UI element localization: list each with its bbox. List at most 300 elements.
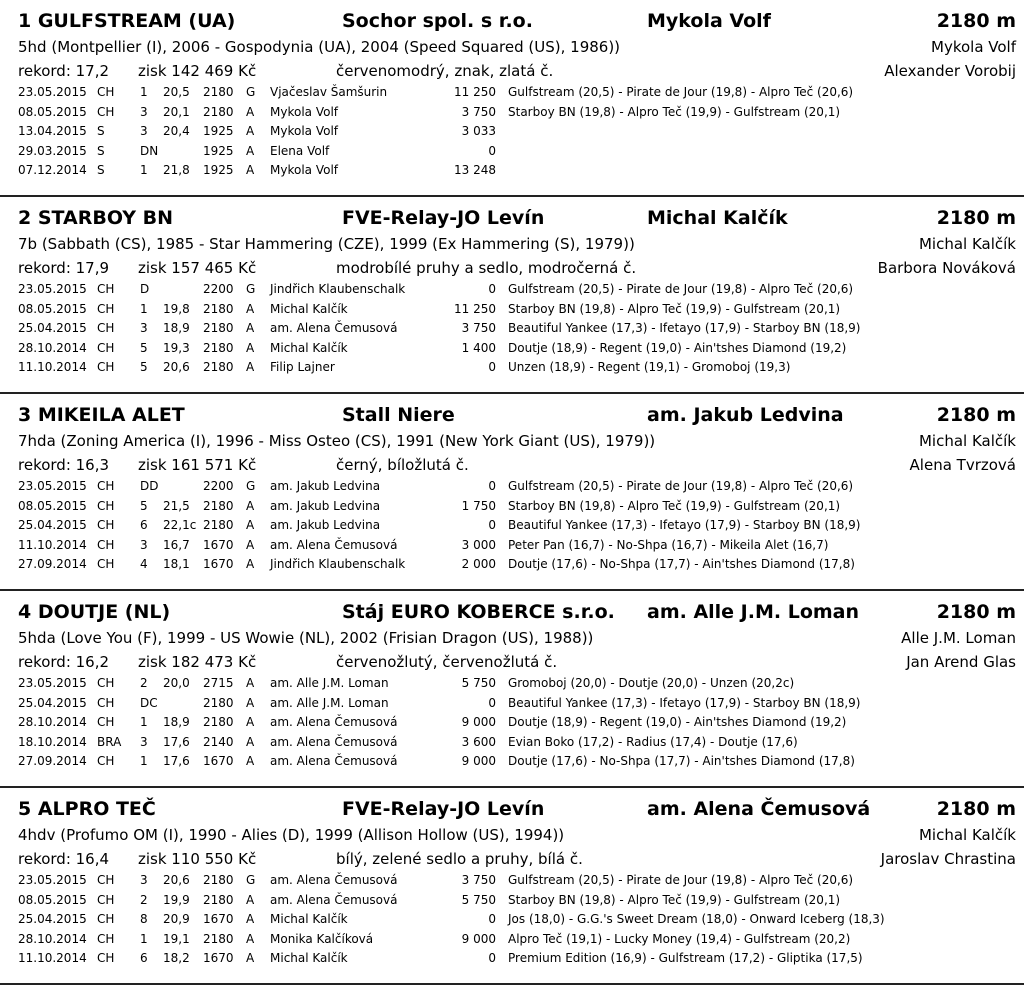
race-dist: 1670 bbox=[203, 912, 234, 926]
race-earn: 3 750 bbox=[461, 321, 496, 335]
race-row bbox=[0, 478, 1024, 498]
racing-colors: modrobílé pruhy a sedlo, modročerná č. bbox=[336, 259, 637, 277]
race-place: 5 bbox=[140, 360, 148, 374]
race-track: A bbox=[246, 931, 255, 946]
race-track: A bbox=[246, 340, 255, 355]
race-cc: CH bbox=[97, 282, 115, 296]
pedigree: 5hd (Montpellier (I), 2006 - Gospodynia (UA), 2004 (Speed Squared (US), 1986)) bbox=[18, 38, 621, 56]
record-line bbox=[0, 850, 1024, 870]
race-driver: Mykola Volf bbox=[270, 124, 338, 138]
record-line bbox=[0, 653, 1024, 673]
race-cc: CH bbox=[97, 518, 115, 532]
earnings: zisk 110 550 Kč bbox=[138, 850, 257, 868]
race-place: DD bbox=[140, 479, 159, 493]
race-result: Starboy BN (19,8) - Alpro Teč (19,9) - Gulfstream (20,1) bbox=[508, 498, 841, 513]
pedigree: 7b (Sabbath (CS), 1985 - Star Hammering (CZE), 1999 (Ex Hammering (S), 1979)) bbox=[18, 235, 635, 253]
race-row bbox=[0, 281, 1024, 301]
race-result: Beautiful Yankee (17,3) - Ifetayo (17,9) - Starboy BN (18,9) bbox=[508, 695, 861, 710]
race-cc: S bbox=[97, 163, 105, 177]
race-earn: 0 bbox=[488, 479, 496, 493]
record: rekord: 16,2 bbox=[18, 653, 110, 671]
race-cc: CH bbox=[97, 104, 115, 119]
race-cc: BRA bbox=[97, 734, 122, 749]
race-driver: Michal Kalčík bbox=[270, 951, 348, 965]
horse-name: 3 MIKEILA ALET bbox=[18, 404, 185, 426]
race-time: 18,1 bbox=[163, 557, 190, 571]
race-dist: 2715 bbox=[203, 676, 234, 690]
pedigree: 7hda (Zoning America (I), 1996 - Miss Osteo (CS), 1991 (New York Giant (US), 1979)) bbox=[18, 432, 656, 450]
race-date: 23.05.2015 bbox=[18, 873, 87, 887]
race-result: Starboy BN (19,8) - Alpro Teč (19,9) - Gulfstream (20,1) bbox=[508, 301, 841, 316]
race-earn: 9 000 bbox=[461, 931, 496, 946]
race-dist: 1925 bbox=[203, 124, 234, 138]
trainer: Michal Kalčík bbox=[918, 235, 1016, 253]
race-date: 23.05.2015 bbox=[18, 85, 87, 99]
race-place: 3 bbox=[140, 104, 148, 119]
record: rekord: 16,4 bbox=[18, 850, 110, 868]
race-date: 23.05.2015 bbox=[18, 479, 87, 493]
race-dist: 1925 bbox=[203, 143, 234, 158]
race-driver: Michal Kalčík bbox=[270, 340, 348, 355]
race-earn: 0 bbox=[488, 282, 496, 296]
race-track: A bbox=[246, 498, 255, 513]
entry-header bbox=[0, 601, 1024, 627]
pedigree-line bbox=[0, 235, 1024, 255]
race-driver: am. Alena Čemusová bbox=[270, 321, 398, 335]
race-place: 8 bbox=[140, 912, 148, 926]
race-track: G bbox=[246, 479, 256, 493]
race-dist: 1670 bbox=[203, 754, 234, 768]
race-place: 1 bbox=[140, 715, 148, 729]
race-earn: 9 000 bbox=[461, 754, 496, 768]
race-cc: S bbox=[97, 124, 105, 138]
breeder: Jaroslav Chrastina bbox=[880, 850, 1016, 868]
race-place: 5 bbox=[140, 340, 148, 355]
race-earn: 3 600 bbox=[461, 734, 496, 749]
driver-name: am. Alena Čemusová bbox=[647, 798, 871, 820]
horse-entry bbox=[0, 591, 1024, 788]
race-date: 11.10.2014 bbox=[18, 951, 87, 965]
record: rekord: 17,2 bbox=[18, 62, 110, 80]
race-track: A bbox=[246, 912, 255, 926]
race-row bbox=[0, 675, 1024, 695]
race-place: 3 bbox=[140, 321, 148, 335]
race-time: 18,9 bbox=[163, 321, 190, 335]
race-driver: Monika Kalčíková bbox=[270, 931, 374, 946]
race-row bbox=[0, 556, 1024, 576]
race-driver: Elena Volf bbox=[270, 143, 330, 158]
past-races-table bbox=[0, 675, 1024, 773]
race-driver: am. Alena Čemusová bbox=[270, 754, 398, 768]
entry-header bbox=[0, 404, 1024, 430]
race-dist: 2200 bbox=[203, 282, 234, 296]
race-cc: CH bbox=[97, 912, 115, 926]
race-time: 18,9 bbox=[163, 715, 190, 729]
racing-colors: červenomodrý, znak, zlatá č. bbox=[336, 62, 554, 80]
race-dist: 2180 bbox=[203, 931, 234, 946]
race-place: 3 bbox=[140, 537, 148, 552]
race-time: 20,0 bbox=[163, 676, 190, 690]
race-time: 21,5 bbox=[163, 498, 190, 513]
race-earn: 0 bbox=[488, 143, 496, 158]
race-time: 20,9 bbox=[163, 912, 190, 926]
race-dist: 1670 bbox=[203, 951, 234, 965]
race-result: Starboy BN (19,8) - Alpro Teč (19,9) - Gulfstream (20,1) bbox=[508, 104, 841, 119]
race-dist: 1670 bbox=[203, 557, 234, 571]
race-time: 17,6 bbox=[163, 734, 190, 749]
race-earn: 3 750 bbox=[461, 104, 496, 119]
race-result: Gulfstream (20,5) - Pirate de Jour (19,8) - Alpro Teč (20,6) bbox=[508, 85, 854, 99]
race-row bbox=[0, 950, 1024, 970]
pedigree-line bbox=[0, 38, 1024, 58]
entry-header bbox=[0, 10, 1024, 36]
race-driver: Jindřich Klaubenschalk bbox=[270, 557, 406, 571]
entry-header bbox=[0, 798, 1024, 824]
race-row bbox=[0, 734, 1024, 754]
race-place: 6 bbox=[140, 951, 148, 965]
race-date: 18.10.2014 bbox=[18, 734, 87, 749]
race-date: 25.04.2015 bbox=[18, 695, 87, 710]
race-dist: 2180 bbox=[203, 873, 234, 887]
race-earn: 0 bbox=[488, 518, 496, 532]
race-row bbox=[0, 340, 1024, 360]
race-place: 3 bbox=[140, 734, 148, 749]
race-distance: 2180 m bbox=[936, 601, 1016, 623]
race-dist: 2200 bbox=[203, 479, 234, 493]
race-cc: CH bbox=[97, 321, 115, 335]
race-track: A bbox=[246, 892, 255, 907]
race-row bbox=[0, 537, 1024, 557]
racing-colors: černý, bíložlutá č. bbox=[336, 456, 469, 474]
pedigree-line bbox=[0, 432, 1024, 452]
record: rekord: 16,3 bbox=[18, 456, 110, 474]
owner-name: FVE-Relay-JO Levín bbox=[342, 798, 545, 820]
race-driver: am. Alena Čemusová bbox=[270, 715, 398, 729]
race-earn: 11 250 bbox=[454, 301, 496, 316]
race-place: 1 bbox=[140, 163, 148, 177]
race-track: A bbox=[246, 321, 255, 335]
racing-colors: bílý, zelené sedlo a pruhy, bílá č. bbox=[336, 850, 583, 868]
driver-name: am. Jakub Ledvina bbox=[647, 404, 844, 426]
race-track: A bbox=[246, 557, 255, 571]
owner-name: FVE-Relay-JO Levín bbox=[342, 207, 545, 229]
race-distance: 2180 m bbox=[936, 207, 1016, 229]
race-cc: CH bbox=[97, 931, 115, 946]
breeder: Jan Arend Glas bbox=[906, 653, 1016, 671]
race-dist: 2180 bbox=[203, 498, 234, 513]
race-date: 23.05.2015 bbox=[18, 676, 87, 690]
earnings: zisk 157 465 Kč bbox=[138, 259, 257, 277]
race-time: 20,5 bbox=[163, 85, 190, 99]
race-date: 25.04.2015 bbox=[18, 518, 87, 532]
race-time: 20,6 bbox=[163, 360, 190, 374]
trainer: Michal Kalčík bbox=[918, 432, 1016, 450]
race-time: 20,4 bbox=[163, 124, 190, 138]
race-row bbox=[0, 143, 1024, 163]
owner-name: Stáj EURO KOBERCE s.r.o. bbox=[342, 601, 615, 623]
race-driver: am. Alena Čemusová bbox=[270, 892, 398, 907]
race-time: 18,2 bbox=[163, 951, 190, 965]
race-driver: am. Alena Čemusová bbox=[270, 734, 398, 749]
race-track: A bbox=[246, 301, 255, 316]
race-earn: 3 750 bbox=[461, 873, 496, 887]
race-row bbox=[0, 753, 1024, 773]
race-place: 2 bbox=[140, 892, 148, 907]
race-distance: 2180 m bbox=[936, 404, 1016, 426]
record-line bbox=[0, 62, 1024, 82]
race-cc: CH bbox=[97, 557, 115, 571]
trainer: Mykola Volf bbox=[931, 38, 1016, 56]
race-date: 27.09.2014 bbox=[18, 557, 87, 571]
earnings: zisk 142 469 Kč bbox=[138, 62, 257, 80]
race-dist: 2180 bbox=[203, 301, 234, 316]
race-driver: am. Alle J.M. Loman bbox=[270, 676, 389, 690]
race-track: A bbox=[246, 537, 255, 552]
breeder: Alexander Vorobij bbox=[884, 62, 1016, 80]
race-place: 1 bbox=[140, 85, 148, 99]
race-driver: Jindřich Klaubenschalk bbox=[270, 282, 406, 296]
entry-header bbox=[0, 207, 1024, 233]
race-result: Gulfstream (20,5) - Pirate de Jour (19,8) - Alpro Teč (20,6) bbox=[508, 282, 854, 296]
race-place: 6 bbox=[140, 518, 148, 532]
race-distance: 2180 m bbox=[936, 798, 1016, 820]
horse-entry bbox=[0, 197, 1024, 394]
race-driver: am. Alena Čemusová bbox=[270, 537, 398, 552]
race-result: Doutje (17,6) - No-Shpa (17,7) - Ain'tshes Diamond (17,8) bbox=[508, 754, 855, 768]
horse-name: 2 STARBOY BN bbox=[18, 207, 174, 229]
race-driver: am. Jakub Ledvina bbox=[270, 518, 381, 532]
race-result: Doutje (18,9) - Regent (19,0) - Ain'tshes Diamond (19,2) bbox=[508, 715, 847, 729]
race-driver: Michal Kalčík bbox=[270, 912, 348, 926]
race-track: A bbox=[246, 951, 255, 965]
race-track: A bbox=[246, 143, 255, 158]
race-dist: 2180 bbox=[203, 715, 234, 729]
race-driver: Vjačeslav Šamšurin bbox=[270, 85, 388, 99]
race-earn: 0 bbox=[488, 912, 496, 926]
race-earn: 1 750 bbox=[461, 498, 496, 513]
race-row bbox=[0, 931, 1024, 951]
race-distance: 2180 m bbox=[936, 10, 1016, 32]
race-row bbox=[0, 517, 1024, 537]
race-date: 08.05.2015 bbox=[18, 104, 87, 119]
race-earn: 3 000 bbox=[461, 537, 496, 552]
past-races-table bbox=[0, 84, 1024, 182]
pedigree-line bbox=[0, 826, 1024, 846]
race-cc: CH bbox=[97, 892, 115, 907]
race-result: Peter Pan (16,7) - No-Shpa (16,7) - Mikeila Alet (16,7) bbox=[508, 537, 829, 552]
race-track: A bbox=[246, 124, 255, 138]
race-track: G bbox=[246, 85, 256, 99]
race-cc: CH bbox=[97, 695, 115, 710]
race-earn: 5 750 bbox=[461, 676, 496, 690]
race-date: 08.05.2015 bbox=[18, 301, 87, 316]
race-place: DN bbox=[140, 143, 159, 158]
racing-colors: červenožlutý, červenožlutá č. bbox=[336, 653, 558, 671]
race-place: 1 bbox=[140, 754, 148, 768]
race-place: 3 bbox=[140, 873, 148, 887]
race-track: G bbox=[246, 873, 256, 887]
race-cc: CH bbox=[97, 951, 115, 965]
race-place: 3 bbox=[140, 124, 148, 138]
race-driver: Mykola Volf bbox=[270, 104, 338, 119]
race-time: 20,6 bbox=[163, 873, 190, 887]
breeder: Barbora Nováková bbox=[877, 259, 1016, 277]
race-row bbox=[0, 301, 1024, 321]
race-time: 19,1 bbox=[163, 931, 190, 946]
race-date: 25.04.2015 bbox=[18, 912, 87, 926]
race-row bbox=[0, 872, 1024, 892]
race-place: 1 bbox=[140, 931, 148, 946]
horse-name: 4 DOUTJE (NL) bbox=[18, 601, 171, 623]
record-line bbox=[0, 456, 1024, 476]
race-date: 11.10.2014 bbox=[18, 537, 87, 552]
race-dist: 2180 bbox=[203, 518, 234, 532]
race-cc: CH bbox=[97, 360, 115, 374]
race-track: A bbox=[246, 715, 255, 729]
race-driver: am. Jakub Ledvina bbox=[270, 479, 381, 493]
race-driver: Michal Kalčík bbox=[270, 301, 348, 316]
race-place: 5 bbox=[140, 498, 148, 513]
race-earn: 9 000 bbox=[461, 715, 496, 729]
race-row bbox=[0, 123, 1024, 143]
race-row bbox=[0, 695, 1024, 715]
record-line bbox=[0, 259, 1024, 279]
earnings: zisk 161 571 Kč bbox=[138, 456, 257, 474]
driver-name: am. Alle J.M. Loman bbox=[647, 601, 860, 623]
race-earn: 1 400 bbox=[461, 340, 496, 355]
race-cc: CH bbox=[97, 676, 115, 690]
race-row bbox=[0, 162, 1024, 182]
race-earn: 3 033 bbox=[461, 124, 496, 138]
race-dist: 2180 bbox=[203, 104, 234, 119]
race-cc: CH bbox=[97, 340, 115, 355]
race-result: Beautiful Yankee (17,3) - Ifetayo (17,9) - Starboy BN (18,9) bbox=[508, 518, 861, 532]
race-result: Gulfstream (20,5) - Pirate de Jour (19,8) - Alpro Teč (20,6) bbox=[508, 873, 854, 887]
race-date: 25.04.2015 bbox=[18, 321, 87, 335]
race-time: 21,8 bbox=[163, 163, 190, 177]
owner-name: Sochor spol. s r.o. bbox=[342, 10, 533, 32]
race-result: Alpro Teč (19,1) - Lucky Money (19,4) - Gulfstream (20,2) bbox=[508, 931, 851, 946]
owner-name: Stall Niere bbox=[342, 404, 455, 426]
race-cc: CH bbox=[97, 301, 115, 316]
race-earn: 0 bbox=[488, 695, 496, 710]
race-date: 08.05.2015 bbox=[18, 892, 87, 907]
trainer: Alle J.M. Loman bbox=[901, 629, 1016, 647]
race-date: 08.05.2015 bbox=[18, 498, 87, 513]
race-date: 28.10.2014 bbox=[18, 715, 87, 729]
race-track: A bbox=[246, 163, 255, 177]
race-place: 4 bbox=[140, 557, 148, 571]
race-earn: 11 250 bbox=[454, 85, 496, 99]
pedigree: 4hdv (Profumo OM (I), 1990 - Alies (D), 1999 (Allison Hollow (US), 1994)) bbox=[18, 826, 565, 844]
race-cc: CH bbox=[97, 754, 115, 768]
race-date: 13.04.2015 bbox=[18, 124, 87, 138]
race-row bbox=[0, 320, 1024, 340]
race-time: 19,3 bbox=[163, 340, 190, 355]
race-result: Evian Boko (17,2) - Radius (17,4) - Doutje (17,6) bbox=[508, 734, 798, 749]
race-cc: CH bbox=[97, 498, 115, 513]
race-track: A bbox=[246, 734, 255, 749]
race-track: G bbox=[246, 282, 256, 296]
race-cc: CH bbox=[97, 715, 115, 729]
breeder: Alena Tvrzová bbox=[909, 456, 1016, 474]
race-earn: 0 bbox=[488, 951, 496, 965]
horse-entry bbox=[0, 788, 1024, 985]
earnings: zisk 182 473 Kč bbox=[138, 653, 257, 671]
driver-name: Michal Kalčík bbox=[647, 207, 788, 229]
race-driver: am. Alle J.M. Loman bbox=[270, 695, 389, 710]
race-result: Premium Edition (16,9) - Gulfstream (17,2) - Gliptika (17,5) bbox=[508, 951, 863, 965]
horse-name: 1 GULFSTREAM (UA) bbox=[18, 10, 236, 32]
race-driver: am. Alena Čemusová bbox=[270, 873, 398, 887]
race-place: D bbox=[140, 282, 150, 296]
race-driver: Mykola Volf bbox=[270, 163, 338, 177]
race-time: 19,9 bbox=[163, 892, 190, 907]
record: rekord: 17,9 bbox=[18, 259, 110, 277]
pedigree: 5hda (Love You (F), 1999 - US Wowie (NL), 2002 (Frisian Dragon (US), 1988)) bbox=[18, 629, 594, 647]
race-result: Doutje (17,6) - No-Shpa (17,7) - Ain'tshes Diamond (17,8) bbox=[508, 557, 855, 571]
race-cc: CH bbox=[97, 85, 115, 99]
race-date: 28.10.2014 bbox=[18, 340, 87, 355]
race-result: Unzen (18,9) - Regent (19,1) - Gromoboj (19,3) bbox=[508, 360, 791, 374]
race-row bbox=[0, 84, 1024, 104]
race-row bbox=[0, 911, 1024, 931]
race-driver: Filip Lajner bbox=[270, 360, 335, 374]
race-row bbox=[0, 892, 1024, 912]
race-date: 11.10.2014 bbox=[18, 360, 87, 374]
race-date: 23.05.2015 bbox=[18, 282, 87, 296]
race-earn: 5 750 bbox=[461, 892, 496, 907]
trainer: Michal Kalčík bbox=[918, 826, 1016, 844]
race-track: A bbox=[246, 104, 255, 119]
race-dist: 2180 bbox=[203, 360, 234, 374]
race-track: A bbox=[246, 695, 255, 710]
race-track: A bbox=[246, 676, 255, 690]
horse-entry bbox=[0, 0, 1024, 197]
past-races-table bbox=[0, 872, 1024, 970]
race-time: 17,6 bbox=[163, 754, 190, 768]
race-result: Starboy BN (19,8) - Alpro Teč (19,9) - Gulfstream (20,1) bbox=[508, 892, 841, 907]
race-place: 2 bbox=[140, 676, 148, 690]
race-time: 22,1c bbox=[163, 518, 197, 532]
race-dist: 2180 bbox=[203, 340, 234, 355]
race-cc: CH bbox=[97, 873, 115, 887]
race-cc: S bbox=[97, 143, 105, 158]
race-earn: 0 bbox=[488, 360, 496, 374]
race-result: Doutje (18,9) - Regent (19,0) - Ain'tshes Diamond (19,2) bbox=[508, 340, 847, 355]
horse-entry bbox=[0, 394, 1024, 591]
race-result: Beautiful Yankee (17,3) - Ifetayo (17,9) - Starboy BN (18,9) bbox=[508, 321, 861, 335]
race-date: 29.03.2015 bbox=[18, 143, 87, 158]
race-dist: 1670 bbox=[203, 537, 234, 552]
race-dist: 2180 bbox=[203, 321, 234, 335]
race-dist: 1925 bbox=[203, 163, 234, 177]
race-earn: 2 000 bbox=[461, 557, 496, 571]
race-place: DC bbox=[140, 695, 158, 710]
race-track: A bbox=[246, 518, 255, 532]
past-races-table bbox=[0, 478, 1024, 576]
race-track: A bbox=[246, 754, 255, 768]
race-row bbox=[0, 498, 1024, 518]
race-row bbox=[0, 359, 1024, 379]
race-row bbox=[0, 104, 1024, 124]
race-cc: CH bbox=[97, 537, 115, 552]
race-place: 1 bbox=[140, 301, 148, 316]
race-dist: 2180 bbox=[203, 892, 234, 907]
race-cc: CH bbox=[97, 479, 115, 493]
race-driver: am. Jakub Ledvina bbox=[270, 498, 381, 513]
race-date: 28.10.2014 bbox=[18, 931, 87, 946]
